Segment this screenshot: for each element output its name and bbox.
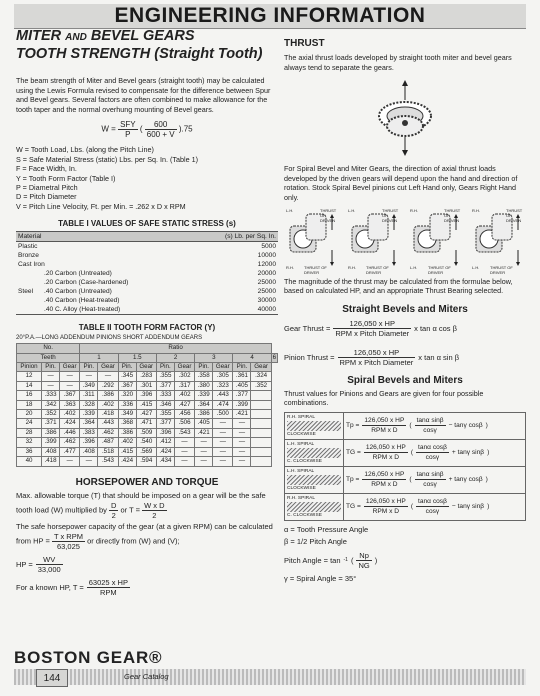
right-column — [284, 38, 526, 586]
table-row: 20 .352 .402 .339 .418 .349 .427 .355 .456 .386 .500 .421 — [17, 410, 278, 419]
spiral-direction-diagrams — [284, 207, 526, 275]
brand-logo: BOSTON GEAR® — [14, 648, 163, 667]
lewis-formula: W = $\frac{\text{SFY}}{P}$ ( $\frac{600}{600 + V}$ ).75 — [101, 120, 193, 140]
combo-label: R.H. SPIRAL C. CLOCKWISE — [285, 493, 344, 520]
combo-label: R.H. SPIRAL CLOCKWISE — [285, 412, 344, 439]
definition: W = Tooth Load, Lbs. (along the Pitch Line) — [16, 145, 154, 155]
tooth-form-table: No. Ratio Teeth 1 1.5 2 3 4 6 Pinion Pin. Gear Pin. Gear Pin. Gear Pin. Gear Pin. Gear Pin. Gear 12 — — — — .345 .283 .355 .302 .358 .305 .361 .324 14 — — .349 .292 .367 .301 .377 .317 .380 .323 .405 .352 16 .333 .367 .311 .386 .320 .396 .333 .402 .339 .443 .377 18 .342 .363 .328 .402 .336 .415 .346 .427 .364 .474 .399 20 .352 .402 .339 .418 .349 .427 .355 .456 .386 .500 .421 24 .371 .424 .364 .443 .368 .471 .377 .506 .405 — — 28 .386 .446 .383 .462 .386 .509 .396 .543 .421 — — 32 .399 .462 .396 .487 .402 .540 .412 — — — — 36 .408 .477 .408 .518 .415 .569 .424 — — — — 40 .418 — — .543 .424 .594 .434 — — — — — [16, 343, 278, 466]
stress-header: (s) Lb. per Sq. In. — [187, 232, 278, 242]
left-column — [16, 28, 278, 601]
table-row: 18 .342 .363 .328 .402 .336 .415 .346 .427 .364 .474 .399 — [17, 400, 278, 409]
section-subtitle: TOOTH STRENGTH (Straight Tooth) — [16, 46, 263, 62]
table-row: Cast Iron 12000 — [18, 261, 276, 269]
combo-formula: TG = $\frac{\text{126,050 x HP}}{\text{RPM x D}}$ ( $\frac{\text{tanα cosβ}}{\cos\gamma}$ + tanγ sinβ ) — [344, 439, 526, 466]
table-row: .40 Carbon (Heat-treated) 30000 — [44, 297, 276, 305]
table1-title: TABLE I VALUES OF SAFE STATIC STRESS (s) — [58, 219, 236, 229]
thrust-title: THRUST — [284, 38, 325, 49]
known-hp-formula: For a known HP, T = $\frac{\text{63025 x HP}}{\text{RPM}}$ — [16, 577, 128, 597]
gear-thrust-formula: Gear Thrust = $\frac{\text{126,050 x HP}}{\text{RPM x Pitch Diameter}}$ x tan α cos β — [284, 318, 457, 338]
table2-subtitle: 20°P.A.—LONG ADDENDUM PINIONS SHORT ADDENDUM GEARS — [16, 335, 203, 342]
gamma-def: γ = Spiral Angle = 35° — [284, 573, 357, 583]
hp-paragraph: The safe horsepower capacity of the gear (at a given RPM) can be calculated from HP = $\frac{\text{T x RPM}}{63,025}$ or directly from (W) and (V); — [16, 521, 273, 551]
table-header-row — [16, 232, 278, 242]
table-row — [285, 466, 526, 493]
table-row: 28 .386 .446 .383 .462 .386 .509 .396 .543 .421 — — — [17, 428, 278, 437]
spiral-combos-paragraph: Thrust values for Pinions and Gears are given for four possible combinations. — [284, 388, 484, 408]
combo-formula: Tp = $\frac{\text{126,050 x HP}}{\text{RPM x D}}$ ( $\frac{\text{tanα sinβ}}{\cos\gamma}$ + tanγ cosβ ) — [344, 466, 526, 493]
spiral-direction-diagram: R.H. THRUST OF DRIVEN L.H. THRUST OF DRIVER — [470, 208, 526, 272]
spiral-tooth-icon — [287, 475, 341, 485]
table-row: .20 Carbon (Case-hardened) 25000 — [44, 279, 276, 287]
beta-def: β = 1/2 Pitch Angle — [284, 536, 347, 546]
table-row: .40 C. Alloy (Heat-treated) 40000 — [16, 305, 278, 315]
table-row: Steel .20 Carbon (Untreated) 20000 — [16, 269, 278, 278]
footer-bar — [14, 669, 526, 685]
table-row — [285, 412, 526, 439]
thrust-paragraph: The axial thrust loads developed by straight tooth miter and bevel gears always tend to separate the gears. — [284, 53, 512, 72]
spiral-bevels-title: Spiral Bevels and Miters — [347, 374, 463, 386]
pinion-thrust-formula: Pinion Thrust = $\frac{\text{126,050 x HP}}{\text{RPM x Pitch Diameter}}$ x tan α sin β — [284, 347, 460, 367]
hp-paragraph: Max. allowable torque (T) that should be imposed on a gear will be the safe tooth load (W) multiplied by $\frac{D}{2}$ or T = $\frac{\text{W x D}}{2}$ — [16, 490, 266, 520]
intro-paragraph: The beam strength of Miter and Bevel gears (straight tooth) may be calculated using the Lewis Formula revised to compensate for the difference between Spur and Bevel gears. Several factors are often combined to make allowance for the tooth taper and the normal overhung mounting of Bevel gears. — [16, 76, 271, 114]
magnitude-paragraph: The magnitude of the thrust may be calculated from the formulae below, based on calculated HP, and an appropriate Thrust Bearing selected. — [284, 276, 513, 296]
combo-formula: Tp = $\frac{\text{126,050 x HP}}{\text{RPM x D}}$ ( $\frac{\text{tanα sinβ}}{\cos\gamma}$ − tanγ cosβ ) — [344, 412, 526, 439]
safe-stress-table — [16, 231, 278, 315]
table-row — [285, 493, 526, 520]
definition: F = Face Width, In. — [16, 164, 77, 174]
table-row: Plastic 5000 — [18, 243, 276, 251]
table-row: Bronze 10000 — [18, 252, 276, 260]
spiral-tooth-icon — [287, 421, 341, 431]
page-number: 144 — [36, 669, 68, 687]
straight-bevels-title: Straight Bevels and Miters — [342, 303, 468, 315]
table-row — [285, 439, 526, 466]
definition: P = Diametral Pitch — [16, 183, 78, 192]
combo-label: L.H. SPIRAL C. CLOCKWISE — [285, 439, 344, 466]
spiral-tooth-icon — [287, 448, 341, 458]
table-row: 16 .333 .367 .311 .386 .320 .396 .333 .402 .339 .443 .377 — [17, 391, 278, 400]
material-header: Material — [16, 232, 187, 242]
table-row: 24 .371 .424 .364 .443 .368 .471 .377 .506 .405 — — — [17, 419, 278, 428]
table-row: .40 Carbon (Untreated) 25000 — [44, 288, 276, 296]
spiral-direction-diagram: R.H. THRUST OF DRIVEN L.H. THRUST OF DRIVER — [408, 208, 464, 272]
table2-title: TABLE II TOOTH FORM FACTOR (Y) — [78, 323, 216, 333]
table-row: 14 — — .349 .292 .367 .301 .377 .317 .380 .323 .405 .352 — [17, 381, 278, 390]
table-row: 36 .408 .477 .408 .518 .415 .569 .424 — — — — — [17, 447, 278, 456]
header-bar — [14, 4, 526, 29]
hp-formula: HP = $\frac{WV}{33,000}$ — [16, 554, 61, 574]
definition: V = Pitch Line Velocity, Ft. per Min. = .262 x D x RPM — [16, 201, 186, 211]
table-row: 32 .399 .462 .396 .487 .402 .540 .412 — — — — — [17, 438, 278, 447]
footer — [14, 648, 526, 684]
hp-title: HORSEPOWER AND TORQUE — [75, 476, 219, 488]
spiral-direction-diagram: L.H. THRUST OF DRIVEN R.H. THRUST OF DRIVER — [284, 208, 340, 272]
catalog-label: Gear Catalog — [124, 672, 169, 681]
pitch-angle-formula: Pitch Angle = tan -1 ( $\frac{Np}{NG}$ ) — [284, 550, 378, 570]
page-title: ENGINEERING INFORMATION — [114, 4, 426, 27]
definition: S = Safe Material Stress (static) Lbs. per Sq. In. (Table 1) — [16, 154, 198, 164]
alpha-def: α = Tooth Pressure Angle — [284, 524, 369, 534]
combo-formula: TG = $\frac{\text{126,050 x HP}}{\text{RPM x D}}$ ( $\frac{\text{tanα cosβ}}{\cos\gamma}$ − tanγ sinβ ) — [344, 493, 526, 520]
bevel-gear-pair-icon — [365, 78, 445, 158]
definitions-list — [16, 145, 278, 211]
table-row: 12 — — — — .345 .283 .355 .302 .358 .305 .361 .324 — [17, 372, 278, 381]
section-title: MITER AND BEVEL GEARS — [16, 28, 195, 44]
definition: Y = Tooth Form Factor (Table I) — [16, 173, 116, 183]
spiral-paragraph: For Spiral Bevel and Miter Gears, the direction of axial thrust loads developed by the driven gears will depend upon the hand and direction of rotation. Stock Spiral Bevel pinions cut Left Hand only, Gears Right Hand only. — [284, 164, 518, 202]
spiral-combos-table — [284, 412, 526, 521]
table-row: 40 .418 — — .543 .424 .594 .434 — — — — — [17, 457, 278, 466]
combo-label: L.H. SPIRAL CLOCKWISE — [285, 466, 344, 493]
definition: D = Pitch Diameter — [16, 192, 77, 202]
spiral-tooth-icon — [287, 502, 341, 512]
steel-label: Steel — [18, 288, 34, 296]
spiral-direction-diagram: L.H. THRUST OF DRIVEN R.H. THRUST OF DRIVER — [346, 208, 402, 272]
